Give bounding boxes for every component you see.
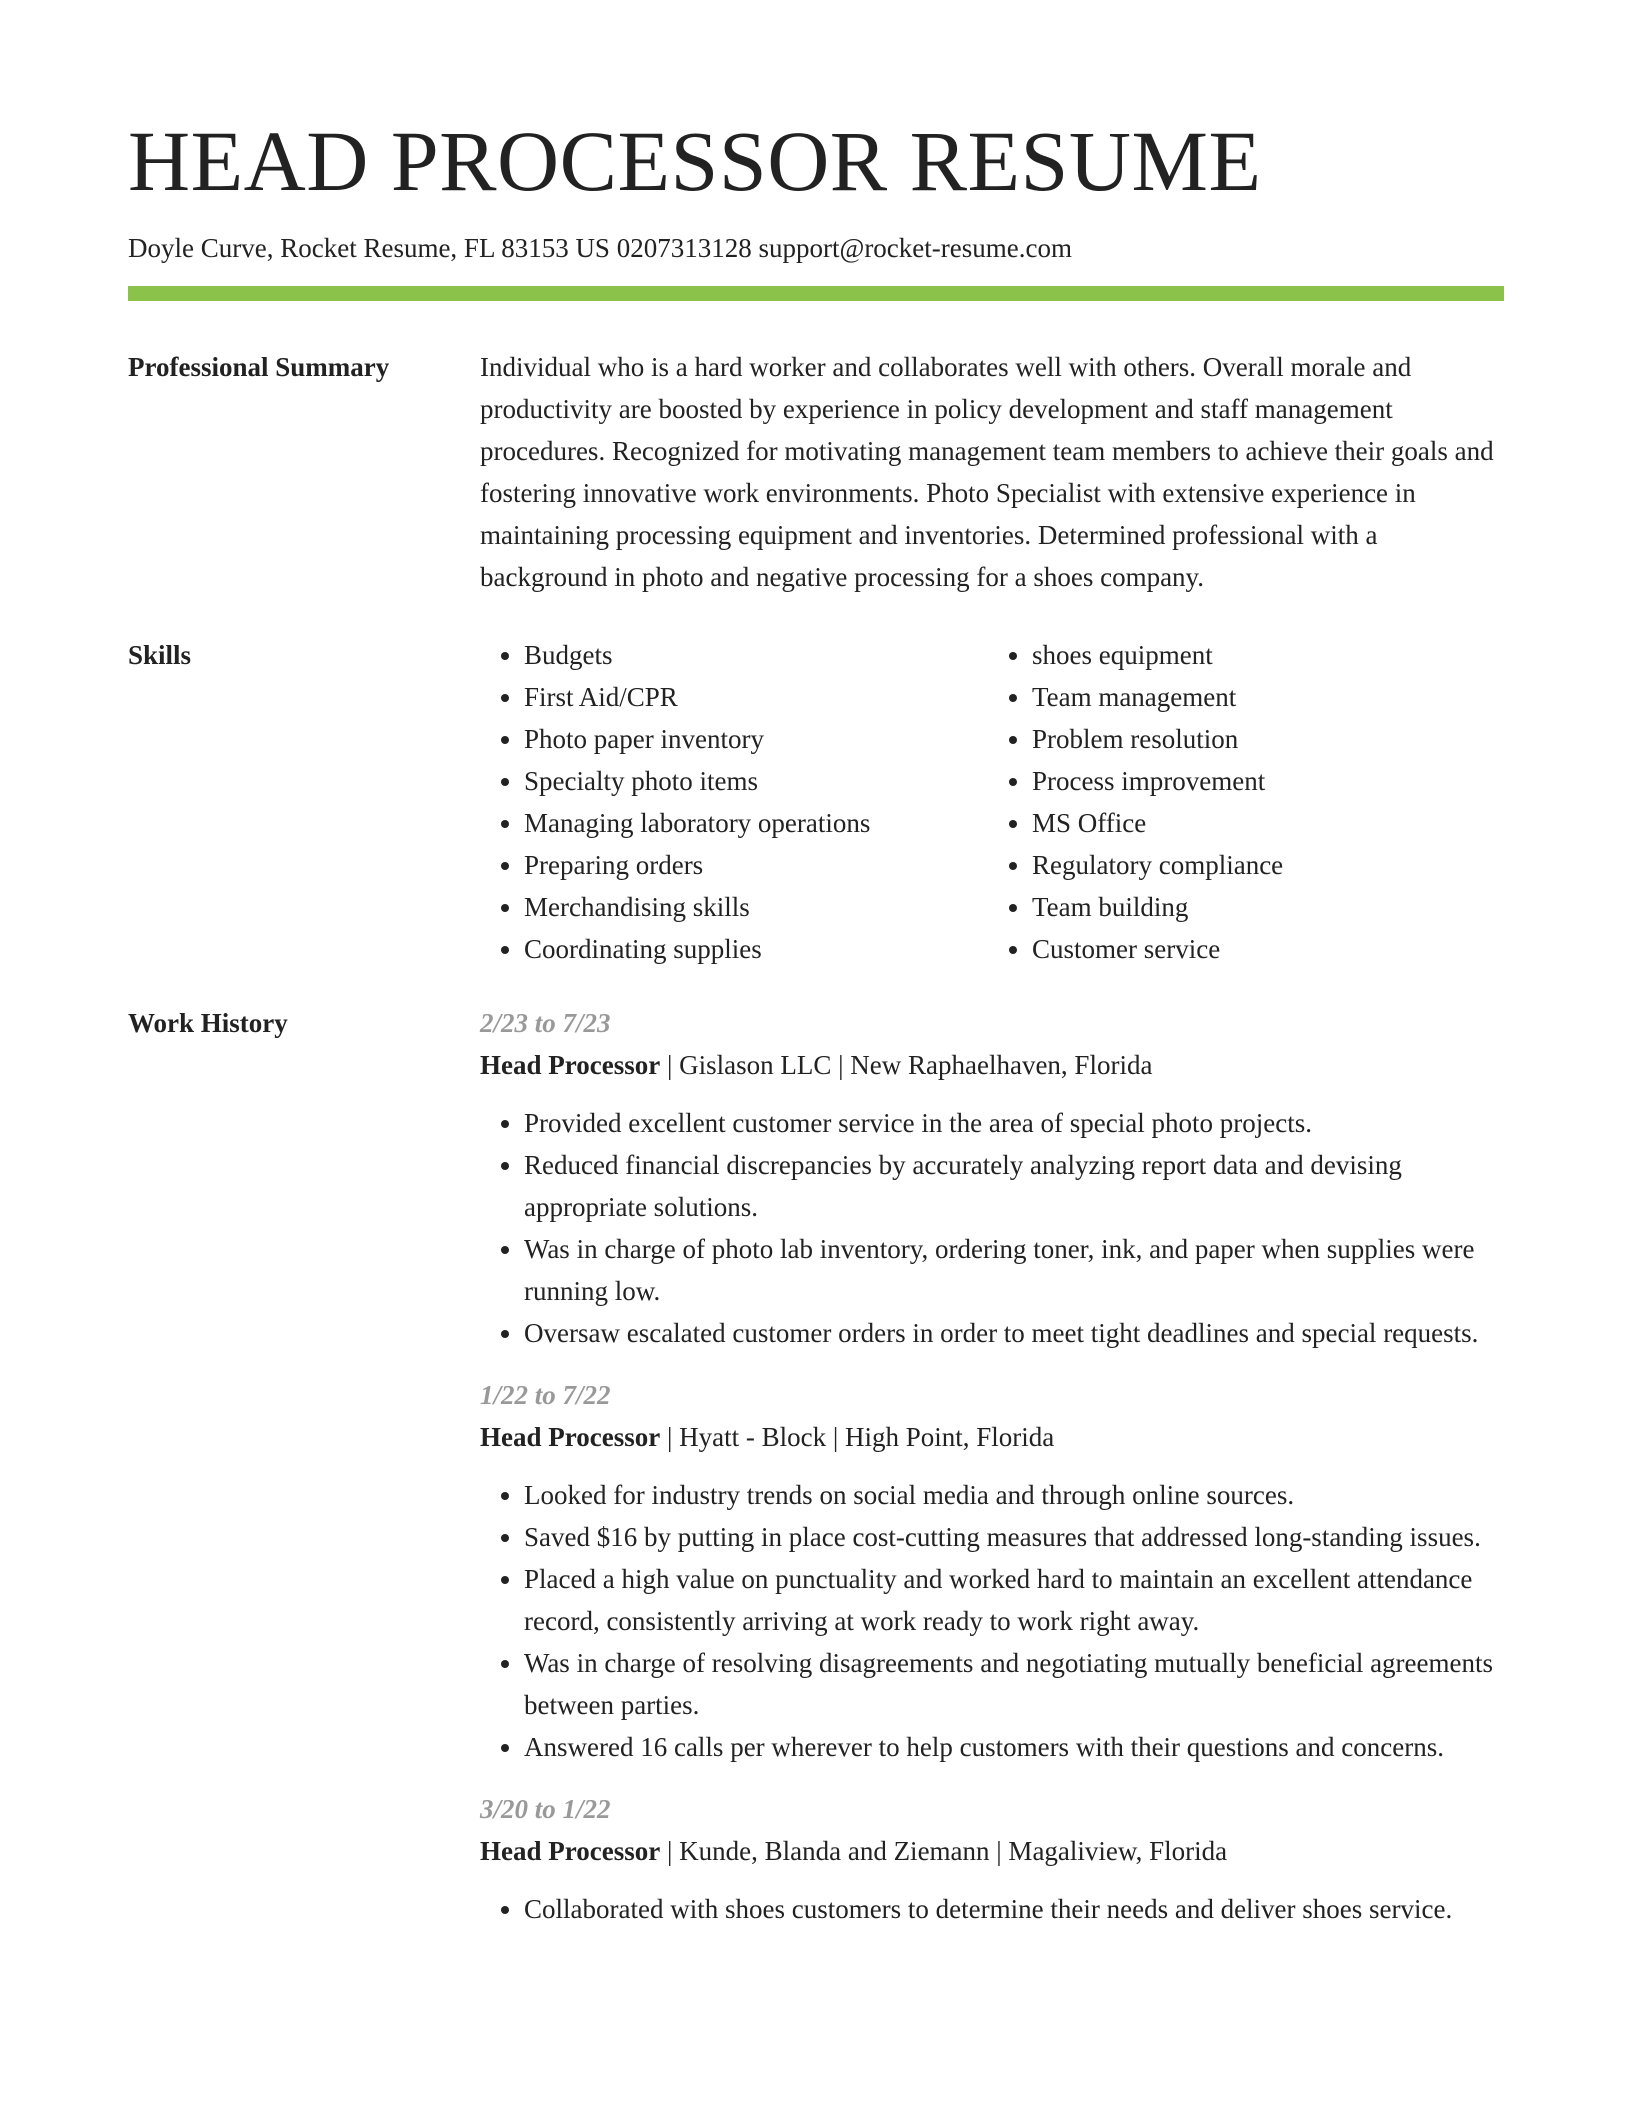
job-dates: 2/23 to 7/23 (480, 1008, 611, 1038)
skill-item: • Specialty photo items (524, 760, 984, 802)
job-bullet: • Saved $16 by putting in place cost-cutting measures that addressed long-standing issues. (524, 1516, 1504, 1558)
skill-item: • shoes equipment (1032, 634, 1492, 676)
summary-text: Individual who is a hard worker and collaborates well with others. Overall morale and productivity are boosted by experience in policy development and staff management procedures. Recognized for motivating management team members to achieve their goals and fostering innovative work environments. Photo Specialist with extensive experience in maintaining processing equipment and inventories. Determined professional with a background in photo and negative processing for a shoes company. (480, 352, 1494, 592)
job-employer-location: | Kunde, Blanda and Ziemann | Magaliview, Florida (660, 1836, 1228, 1866)
job-bullets (480, 1102, 1504, 1354)
job-dates: 3/20 to 1/22 (480, 1794, 611, 1824)
skills-heading: Skills (128, 640, 192, 670)
summary-heading: Professional Summary (128, 352, 390, 382)
skill-item: • Photo paper inventory (524, 718, 984, 760)
job-entry (480, 1788, 1504, 1930)
skills-list-left (480, 634, 984, 970)
work-history-heading: Work History (128, 1008, 288, 1038)
skill-item: • Customer service (1032, 928, 1492, 970)
page-title: HEAD PROCESSOR RESUME (128, 113, 1262, 209)
job-bullet: • Provided excellent customer service in the area of special photo projects. (524, 1102, 1504, 1144)
job-bullet: • Oversaw escalated customer orders in order to meet tight deadlines and special requests. (524, 1312, 1504, 1354)
job-entry (480, 1002, 1504, 1354)
job-entry (480, 1374, 1504, 1768)
job-bullets (480, 1888, 1504, 1930)
summary-section (480, 346, 1504, 598)
skill-item: • MS Office (1032, 802, 1492, 844)
header-divider (128, 286, 1504, 301)
job-bullet: • Reduced financial discrepancies by accurately analyzing report data and devising appropriate solutions. (524, 1144, 1504, 1228)
job-title: Head Processor (480, 1050, 661, 1080)
job-bullet: • Was in charge of resolving disagreements and negotiating mutually beneficial agreements between parties. (524, 1642, 1504, 1726)
work-history-section (480, 1002, 1504, 1950)
job-bullet: • Looked for industry trends on social media and through online sources. (524, 1474, 1504, 1516)
job-bullets (480, 1474, 1504, 1768)
job-title: Head Processor (480, 1836, 661, 1866)
job-bullet: • Collaborated with shoes customers to determine their needs and deliver shoes service. (524, 1888, 1504, 1930)
skills-list-right (984, 634, 1492, 970)
job-dates: 1/22 to 7/22 (480, 1380, 611, 1410)
job-bullet: • Was in charge of photo lab inventory, ordering toner, ink, and paper when supplies were running low. (524, 1228, 1504, 1312)
skills-section (480, 634, 1504, 970)
job-bullet: • Placed a high value on punctuality and worked hard to maintain an excellent attendance record, consistently arriving at work ready to work right away. (524, 1558, 1504, 1642)
skill-item: • Merchandising skills (524, 886, 984, 928)
skill-item: • Problem resolution (1032, 718, 1492, 760)
job-bullet: • Answered 16 calls per wherever to help customers with their questions and concerns. (524, 1726, 1504, 1768)
skill-item: • First Aid/CPR (524, 676, 984, 718)
contact-line: Doyle Curve, Rocket Resume, FL 83153 US 0207313128 support@rocket-resume.com (128, 233, 1072, 263)
skill-item: • Budgets (524, 634, 984, 676)
job-employer-location: | Hyatt - Block | High Point, Florida (660, 1422, 1055, 1452)
skill-item: • Managing laboratory operations (524, 802, 984, 844)
skill-item: • Team building (1032, 886, 1492, 928)
job-heading (480, 1044, 1504, 1086)
job-heading (480, 1416, 1504, 1458)
job-heading (480, 1830, 1504, 1872)
skill-item: • Team management (1032, 676, 1492, 718)
skills-grid (480, 634, 1504, 970)
skill-item: • Process improvement (1032, 760, 1492, 802)
job-employer-location: | Gislason LLC | New Raphaelhaven, Florida (660, 1050, 1153, 1080)
skill-item: • Regulatory compliance (1032, 844, 1492, 886)
skill-item: • Coordinating supplies (524, 928, 984, 970)
skill-item: • Preparing orders (524, 844, 984, 886)
job-title: Head Processor (480, 1422, 661, 1452)
